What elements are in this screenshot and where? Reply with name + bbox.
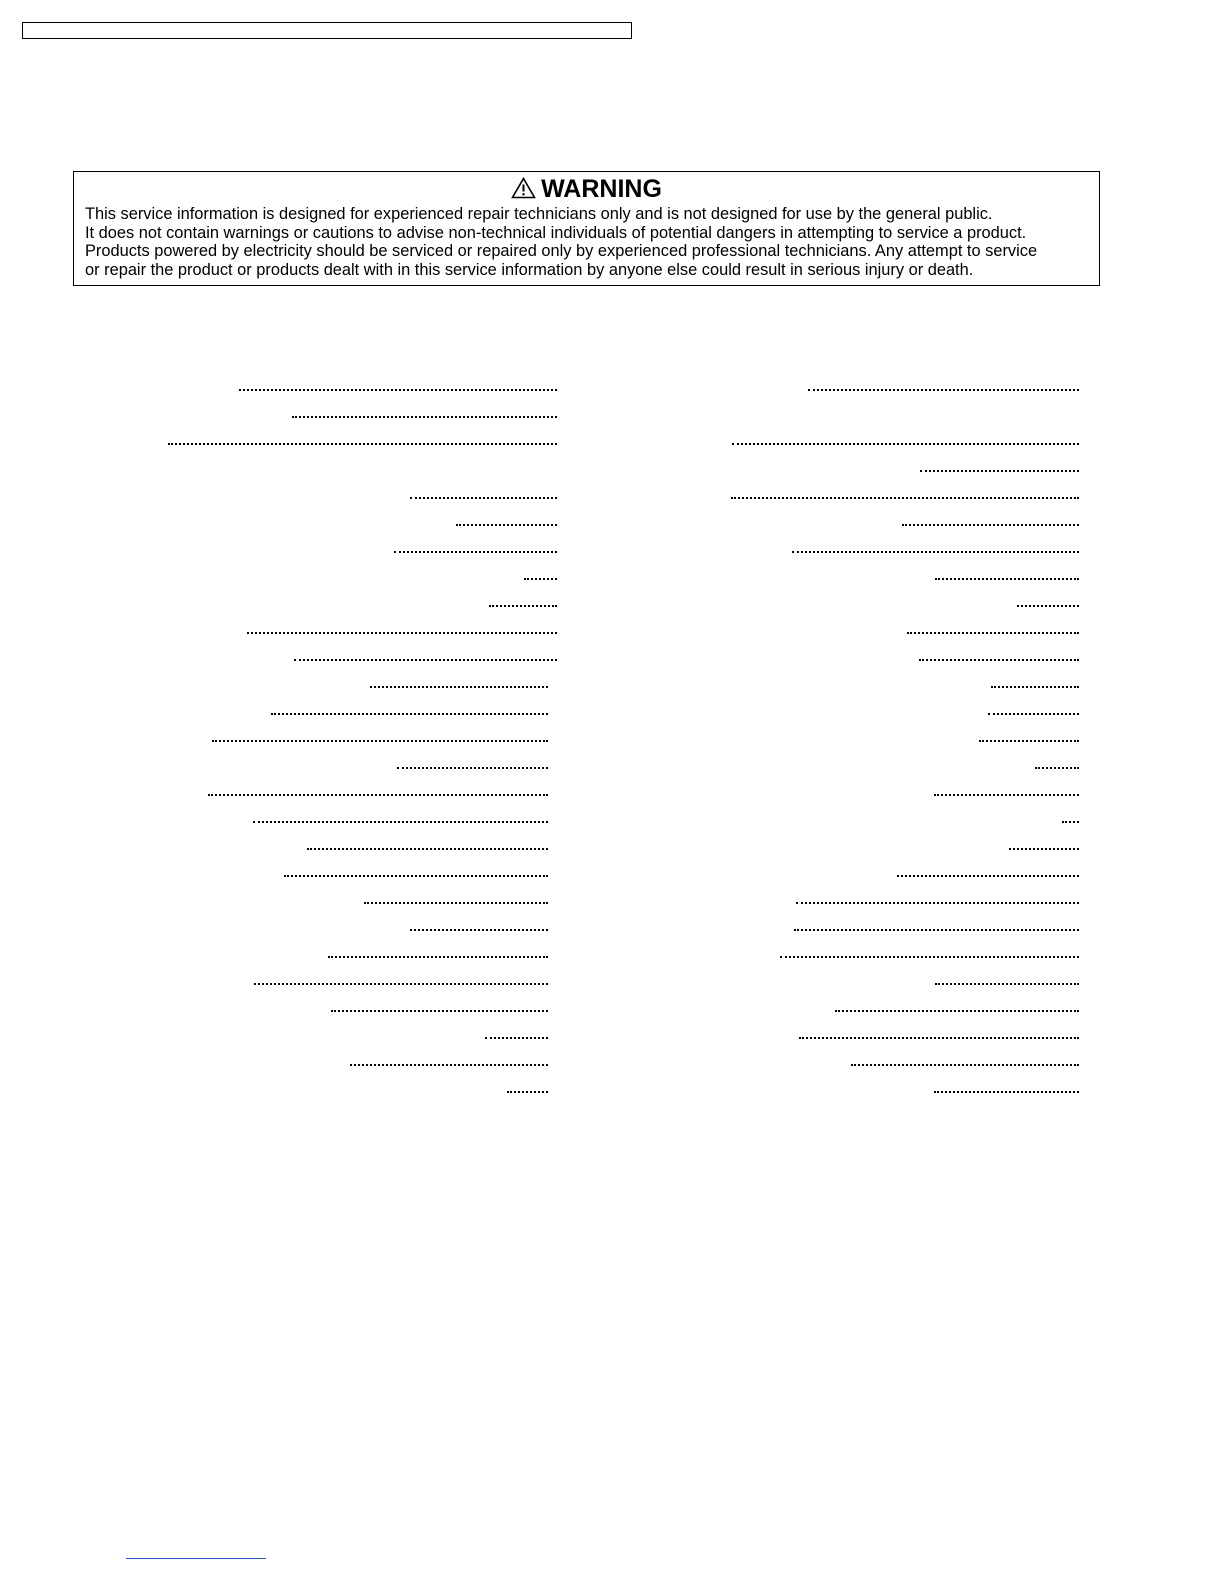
toc-leader-dots: [247, 632, 557, 634]
toc-leader-dots: [979, 740, 1079, 742]
toc-leader-dots: [897, 875, 1079, 877]
warning-line: or repair the product or products dealt with in this service information by anyone else could result in serious injury or death.: [85, 260, 974, 279]
toc-leader-dots: [794, 929, 1079, 931]
toc-leader-dots: [253, 821, 548, 823]
toc-leader-dots: [1017, 605, 1079, 607]
toc-leader-dots: [456, 524, 557, 526]
toc-leader-dots: [920, 470, 1079, 472]
toc-leader-dots: [328, 956, 548, 958]
toc-leader-dots: [489, 605, 557, 607]
toc-leader-dots: [991, 686, 1079, 688]
warning-line: This service information is designed for experienced repair technicians only and is not designed for use by the general public.: [85, 205, 993, 223]
toc-leader-dots: [292, 416, 557, 418]
toc-leader-dots: [507, 1091, 548, 1093]
toc-leader-dots: [792, 551, 1079, 553]
warning-line: It does not contain warnings or cautions to advise non-technical individuals of potential dangers in attempting to service a product.: [85, 223, 1027, 242]
toc-leader-dots: [919, 659, 1079, 661]
warning-title: WARNING: [541, 175, 662, 203]
toc-leader-dots: [1035, 767, 1079, 769]
toc-leader-dots: [168, 443, 557, 445]
toc-leader-dots: [935, 578, 1079, 580]
toc-leader-dots: [394, 551, 557, 553]
toc-leader-dots: [1009, 848, 1079, 850]
warning-line: Products powered by electricity should be serviced or repaired only by experienced professional technicians. Any attempt to service: [85, 242, 1038, 260]
toc-leader-dots: [284, 875, 548, 877]
footer-link-underline[interactable]: [126, 1558, 266, 1559]
toc-leader-dots: [254, 983, 548, 985]
toc-leader-dots: [307, 848, 548, 850]
toc-leader-dots: [485, 1037, 548, 1039]
toc-leader-dots: [799, 1037, 1079, 1039]
toc-leader-dots: [732, 443, 1079, 445]
toc-leader-dots: [796, 902, 1079, 904]
toc-leader-dots: [208, 794, 548, 796]
toc-leader-dots: [397, 767, 548, 769]
toc-leader-dots: [902, 524, 1079, 526]
toc-leader-dots: [934, 794, 1079, 796]
toc-leader-dots: [780, 956, 1079, 958]
toc-leader-dots: [851, 1064, 1079, 1066]
toc-leader-dots: [731, 497, 1079, 499]
toc-leader-dots: [294, 659, 557, 661]
toc-leader-dots: [364, 902, 548, 904]
toc-leader-dots: [212, 740, 548, 742]
toc-leader-dots: [907, 632, 1079, 634]
toc-leader-dots: [524, 578, 557, 580]
toc-leader-dots: [331, 1010, 548, 1012]
toc-leader-dots: [239, 389, 557, 391]
toc-leader-dots: [350, 1064, 548, 1066]
toc-leader-dots: [835, 1010, 1079, 1012]
toc-leader-dots: [271, 713, 548, 715]
toc-leader-dots: [370, 686, 548, 688]
toc-leader-dots: [935, 983, 1079, 985]
toc-leader-dots: [934, 1091, 1079, 1093]
toc-leader-dots: [988, 713, 1079, 715]
toc-leader-dots: [808, 389, 1079, 391]
toc-leader-dots: [410, 929, 548, 931]
toc-leader-dots: [1062, 821, 1079, 823]
toc-leader-dots: [410, 497, 557, 499]
